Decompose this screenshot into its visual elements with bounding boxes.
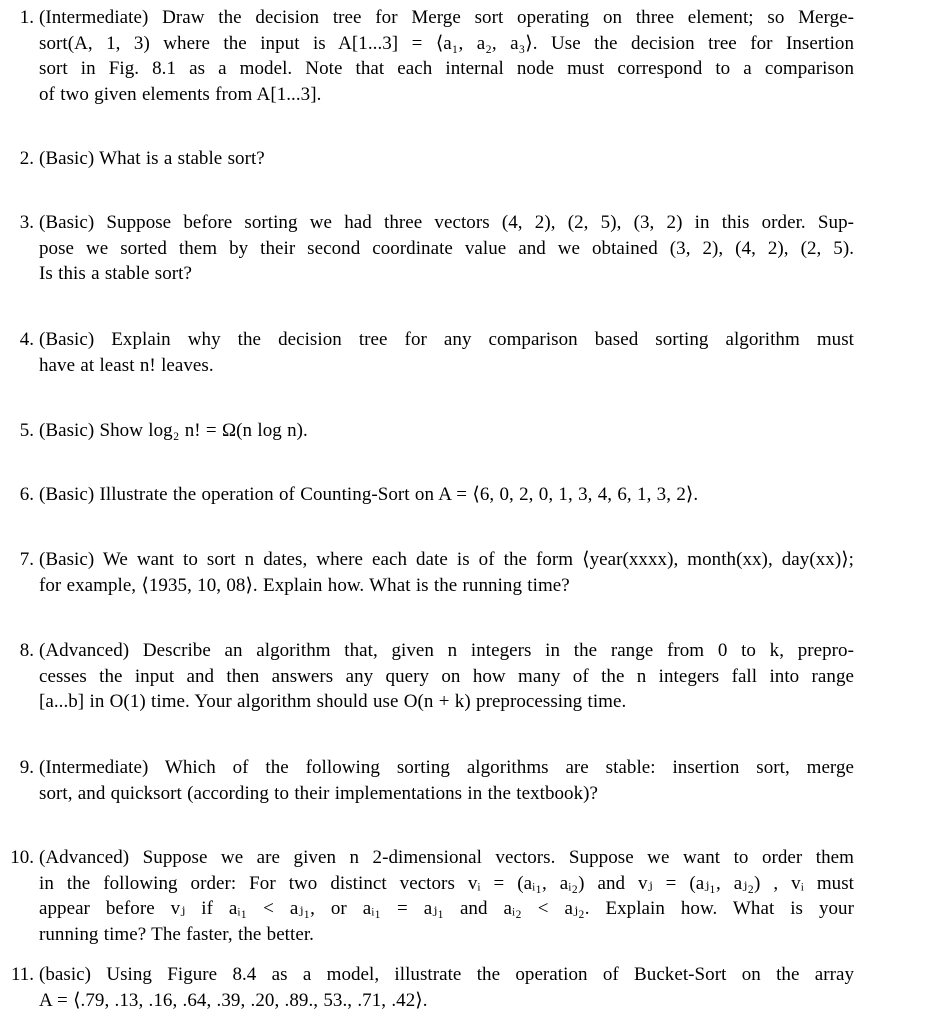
question-line: for example, ⟨1935, 10, 08⟩. Explain how. What is the running time? <box>39 574 570 596</box>
question-number: 1. <box>19 7 34 28</box>
question-number: 9. <box>19 757 34 778</box>
question-number: 6. <box>19 484 34 505</box>
question-line: (Basic) Suppose before sorting we had three vectors (4, 2), (2, 5), (3, 2) in this order. Sup- <box>39 212 854 233</box>
question-line: (Advanced) Describe an algorithm that, given n integers in the range from 0 to k, prepro- <box>39 640 854 661</box>
question-text <box>39 845 854 947</box>
question-line: sort, and quicksort (according to their implementations in the textbook)? <box>39 782 599 804</box>
question-line: (Intermediate) Draw the decision tree for Merge sort operating on three element; so Merge- <box>39 7 854 28</box>
question-line: (Basic) Show log₂ n! = Ω(n log n). <box>39 420 308 441</box>
question-line: (Basic) Explain why the decision tree for any comparison based sorting algorithm must <box>39 329 854 350</box>
question-text <box>39 547 854 598</box>
question-number: 2. <box>19 148 34 169</box>
question-line: sort in Fig. 8.1 as a model. Note that each internal node must correspond to a comparison <box>39 58 854 79</box>
question-number: 8. <box>19 640 34 661</box>
question-number: 7. <box>19 549 34 570</box>
question-line: (Basic) We want to sort n dates, where each date is of the form ⟨year(xxxx), month(xx), day(xx)⟩; <box>39 549 854 570</box>
question-text <box>39 638 854 715</box>
question-number: 10. <box>10 847 34 868</box>
question-number: 4. <box>19 329 34 350</box>
question-line: cesses the input and then answers any query on how many of the n integers fall into range <box>39 665 854 687</box>
question-line: (Basic) What is a stable sort? <box>39 148 265 169</box>
question-line: [a...b] in O(1) time. Your algorithm should use O(n + k) preprocessing time. <box>39 691 627 712</box>
question-line: running time? The faster, the better. <box>39 923 314 945</box>
question-number: 3. <box>19 212 34 233</box>
question-text <box>39 755 854 806</box>
question-line: (Intermediate) Which of the following sorting algorithms are stable: insertion sort, merge <box>39 757 854 778</box>
question-line: have at least n! leaves. <box>39 354 214 376</box>
question-line: Is this a stable sort? <box>39 263 192 284</box>
question-line: (basic) Using Figure 8.4 as a model, illustrate the operation of Bucket-Sort on the array <box>39 964 854 985</box>
question-line: A = ⟨.79, .13, .16, .64, .39, .20, .89., 53., .71, .42⟩. <box>39 989 428 1011</box>
question-line: (Basic) Illustrate the operation of Counting-Sort on A = ⟨6, 0, 2, 0, 1, 3, 4, 6, 1, 3, 2⟩. <box>39 484 699 505</box>
question-number: 5. <box>19 420 34 441</box>
question-line: in the following order: For two distinct vectors vᵢ = (aᵢ₁, aᵢ₂) and vⱼ = (aⱼ₁, aⱼ₂) , vᵢ must <box>39 872 854 894</box>
question-text <box>39 327 854 378</box>
question-text <box>39 482 854 508</box>
question-text <box>39 5 854 107</box>
question-line: (Advanced) Suppose we are given n 2-dimensional vectors. Suppose we want to order them <box>39 847 854 868</box>
question-text <box>39 418 854 444</box>
question-line: sort(A, 1, 3) where the input is A[1...3] = ⟨a₁, a₂, a₃⟩. Use the decision tree for Insertion <box>39 32 854 54</box>
question-number: 11. <box>10 964 34 985</box>
question-text <box>39 210 854 287</box>
question-line: of two given elements from A[1...3]. <box>39 83 322 105</box>
question-text <box>39 962 854 1013</box>
question-text <box>39 146 854 172</box>
question-line: pose we sorted them by their second coordinate value and we obtained (3, 2), (4, 2), (2, 5). <box>39 237 854 259</box>
question-line: appear before vⱼ if aᵢ₁ < aⱼ₁, or aᵢ₁ = aⱼ₁ and aᵢ₂ < aⱼ₂. Explain how. What is your <box>39 898 854 919</box>
